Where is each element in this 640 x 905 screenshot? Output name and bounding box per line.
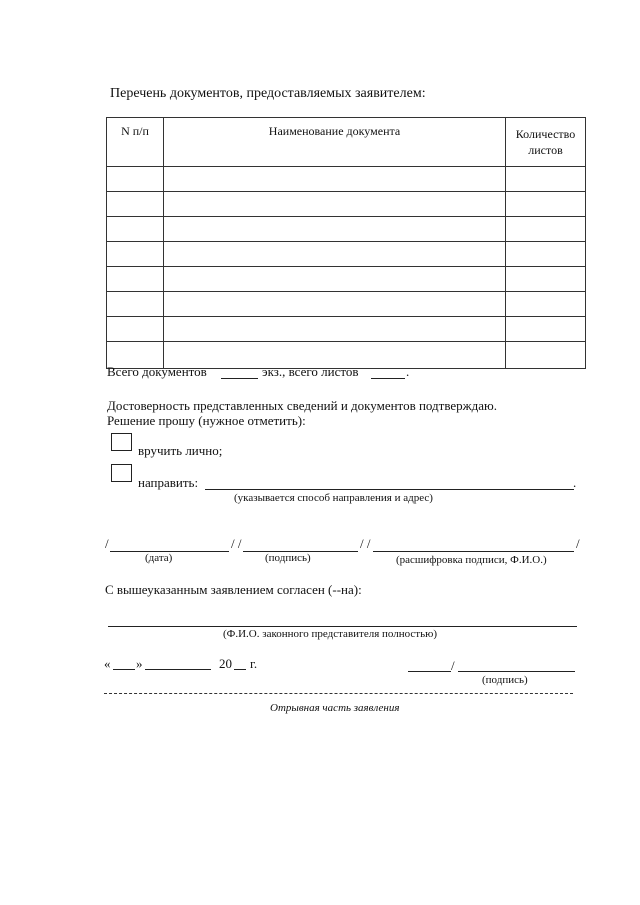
table-cell[interactable] (107, 192, 164, 217)
day-field[interactable] (113, 669, 135, 670)
consent-text: С вышеуказанным заявлением согласен (--на): (105, 582, 362, 597)
table-cell[interactable] (107, 267, 164, 292)
sign-name-field[interactable] (458, 671, 575, 672)
sign-label: (подпись) (482, 674, 528, 686)
col-sheets-header: Количество листов (506, 118, 586, 167)
year-field[interactable] (234, 669, 246, 670)
sig-slash-4: / (576, 536, 580, 551)
sig-date-label: (дата) (145, 552, 173, 564)
sig-slash-2: / / (231, 536, 242, 551)
option-send-label: направить: (138, 475, 199, 490)
sign-slash: / (451, 658, 455, 673)
table-cell[interactable] (164, 192, 506, 217)
sig-slash-3: / / (360, 536, 371, 551)
table-cell[interactable] (506, 292, 586, 317)
col-name-header: Наименование документа (164, 118, 506, 167)
table-cell[interactable] (164, 267, 506, 292)
table-row (107, 242, 586, 267)
sig-slash-1: / (105, 536, 109, 551)
table-cell[interactable] (164, 292, 506, 317)
table-header-row (107, 118, 586, 167)
representative-name-field[interactable] (108, 626, 577, 627)
confirm-text: Достоверность представленных сведений и документов подтверждаю. (107, 398, 497, 413)
sig-decode-label: (расшифровка подписи, Ф.И.О.) (396, 554, 547, 566)
request-text: Решение прошу (нужное отметить): (107, 413, 306, 428)
year-prefix: 20 (219, 656, 232, 671)
table-cell[interactable] (107, 292, 164, 317)
table-cell[interactable] (164, 167, 506, 192)
year-suffix: г. (250, 656, 258, 671)
table-cell[interactable] (506, 192, 586, 217)
table-row (107, 317, 586, 342)
option-personal-label: вручить лично; (138, 443, 223, 458)
representative-hint: (Ф.И.О. законного представителя полностью) (223, 628, 437, 640)
send-hint: (указывается способ направления и адрес) (234, 492, 433, 504)
personal-checkbox[interactable] (111, 433, 132, 451)
total-sheets-field[interactable] (371, 378, 405, 379)
month-field[interactable] (145, 669, 211, 670)
send-end-dot: . (573, 475, 577, 490)
table-row (107, 292, 586, 317)
sign-short-field[interactable] (408, 671, 451, 672)
table-cell[interactable] (164, 217, 506, 242)
table-cell[interactable] (107, 217, 164, 242)
table-cell[interactable] (107, 242, 164, 267)
table-row (107, 192, 586, 217)
table-row (107, 167, 586, 192)
table-cell[interactable] (107, 317, 164, 342)
table-row (107, 267, 586, 292)
totals-mid: экз., всего листов (262, 364, 359, 379)
totals-prefix: Всего документов (107, 364, 207, 379)
table-cell[interactable] (506, 217, 586, 242)
documents-table (106, 117, 586, 369)
send-address-field[interactable] (205, 489, 574, 490)
sig-decode-field[interactable] (373, 551, 574, 552)
date-open-quote: « (104, 656, 111, 671)
table-cell[interactable] (506, 317, 586, 342)
table-cell[interactable] (164, 242, 506, 267)
table-cell[interactable] (506, 242, 586, 267)
total-docs-field[interactable] (221, 378, 258, 379)
list-title: Перечень документов, предоставляемых заявителем: (110, 86, 426, 101)
table-cell[interactable] (506, 342, 586, 369)
table-cell[interactable] (164, 317, 506, 342)
col-number-header: N п/п (107, 118, 164, 167)
send-checkbox[interactable] (111, 464, 132, 482)
date-close-quote: » (136, 656, 143, 671)
table-cell[interactable] (506, 267, 586, 292)
tear-off-line (104, 693, 573, 694)
table-cell[interactable] (107, 167, 164, 192)
table-cell[interactable] (506, 167, 586, 192)
sig-sign-label: (подпись) (265, 552, 311, 564)
table-row (107, 217, 586, 242)
tear-off-label: Отрывная часть заявления (270, 702, 400, 714)
totals-suffix: . (406, 364, 410, 379)
